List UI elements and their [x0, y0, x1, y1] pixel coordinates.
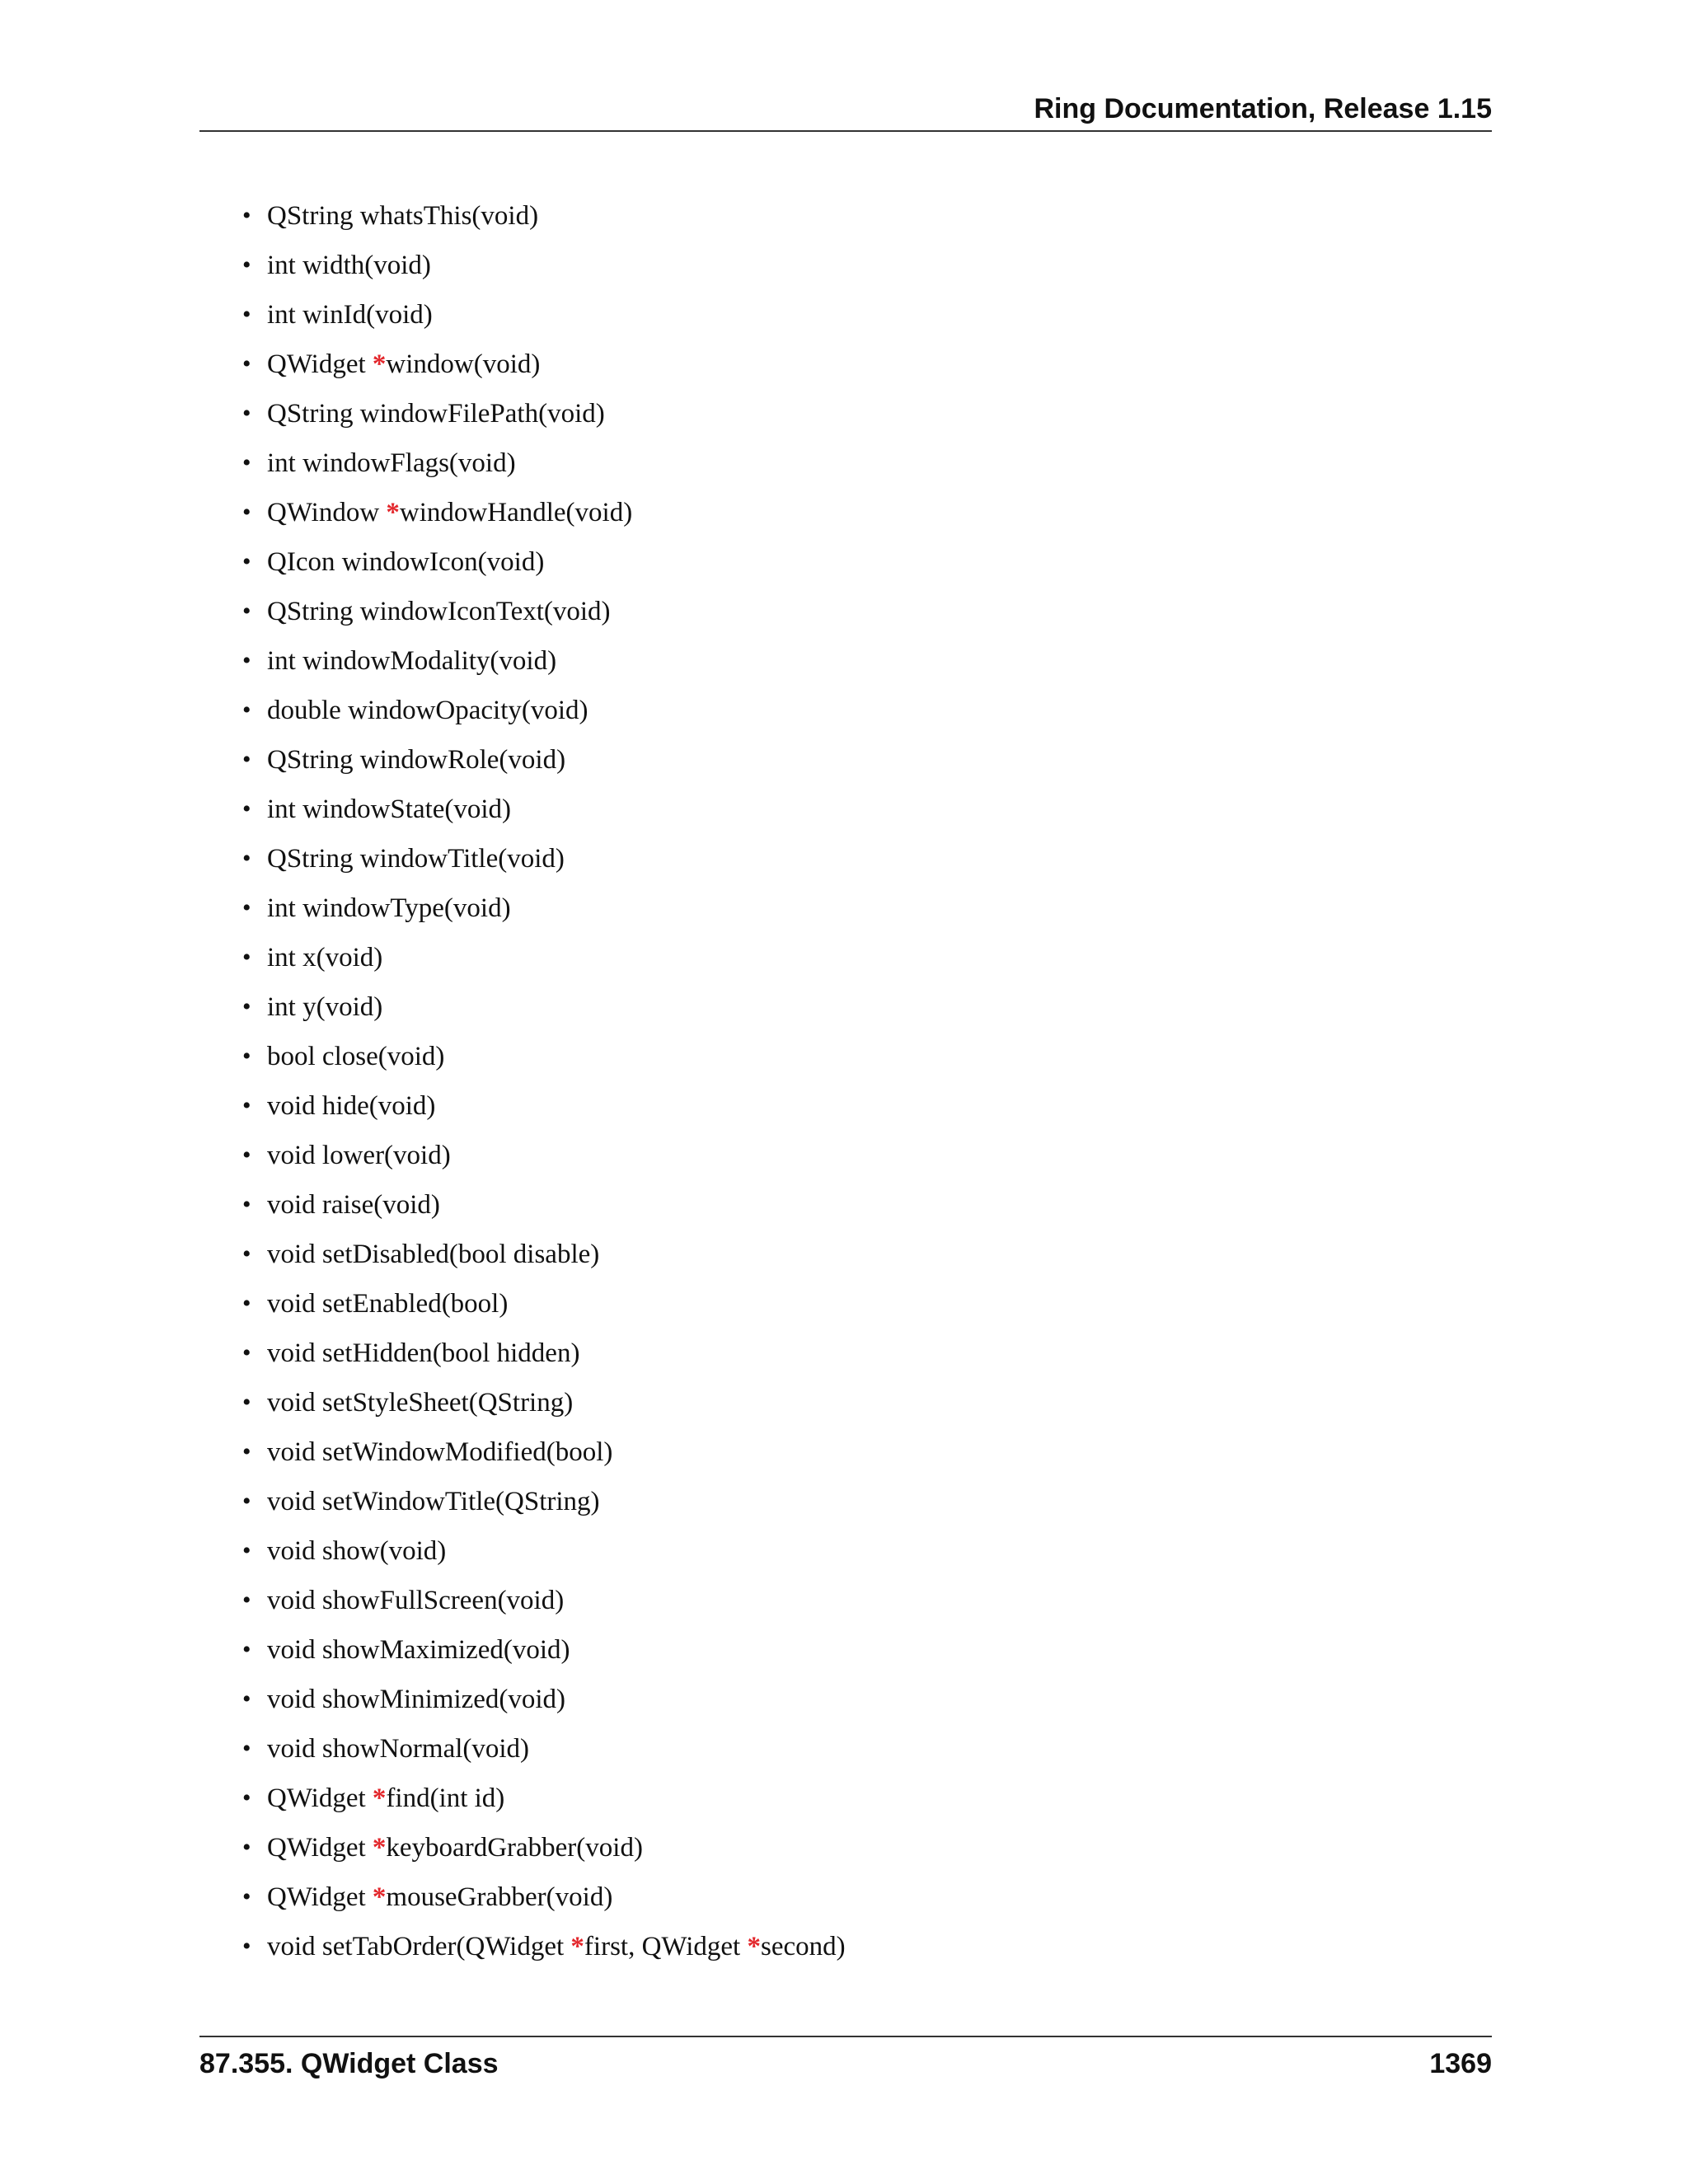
- list-item: [242, 1680, 846, 1729]
- method-signature-text: QIcon windowIcon(void): [267, 547, 545, 577]
- method-signature-text: int y(void): [267, 992, 383, 1022]
- bullet-icon: •: [242, 1290, 251, 1317]
- bullet-icon: •: [242, 1092, 251, 1119]
- method-signature-text: int windowType(void): [267, 893, 511, 923]
- method-signature-text: void showMinimized(void): [267, 1685, 566, 1714]
- method-signature-text: windowHandle(void): [399, 498, 633, 527]
- list-item: [242, 1333, 846, 1383]
- method-signature-text: QWidget: [267, 349, 373, 379]
- list-item: [242, 740, 846, 790]
- bullet-icon: •: [242, 499, 251, 526]
- bullet-icon: •: [242, 301, 251, 328]
- list-item: [242, 295, 846, 344]
- document-title: Ring Documentation, Release 1.15: [1034, 93, 1492, 124]
- method-signature-text: int windowFlags(void): [267, 448, 516, 478]
- list-item: [242, 1927, 846, 1976]
- method-signature-text: first, QWidget: [584, 1932, 748, 1961]
- bullet-icon: •: [242, 548, 251, 575]
- method-signature-text: QWidget: [267, 1833, 373, 1863]
- list-item: [242, 1482, 846, 1531]
- page-footer: [199, 2036, 1492, 2079]
- pointer-asterisk: *: [372, 1882, 387, 1912]
- pointer-asterisk: *: [372, 1783, 387, 1813]
- bullet-icon: •: [242, 1191, 251, 1218]
- bullet-icon: •: [242, 1141, 251, 1169]
- bullet-icon: •: [242, 350, 251, 377]
- list-item: [242, 1828, 846, 1877]
- method-signature-text: int winId(void): [267, 300, 433, 330]
- list-item: [242, 1581, 846, 1630]
- list-item: [242, 394, 846, 443]
- list-item: [242, 443, 846, 493]
- list-item: [242, 196, 846, 246]
- bullet-icon: •: [242, 202, 251, 229]
- method-signature-text: void show(void): [267, 1536, 447, 1566]
- bullet-icon: •: [242, 845, 251, 872]
- method-signature-text: void setStyleSheet(QString): [267, 1388, 574, 1418]
- list-item: [242, 493, 846, 542]
- bullet-icon: •: [242, 1636, 251, 1663]
- bullet-icon: •: [242, 598, 251, 625]
- bullet-icon: •: [242, 251, 251, 279]
- method-signature-text: void setDisabled(bool disable): [267, 1240, 600, 1269]
- bullet-icon: •: [242, 449, 251, 476]
- list-item: [242, 938, 846, 987]
- method-signature-text: void raise(void): [267, 1190, 440, 1220]
- bullet-icon: •: [242, 1586, 251, 1614]
- list-item: [242, 1136, 846, 1185]
- list-item: [242, 1432, 846, 1482]
- method-signature-text: double windowOpacity(void): [267, 696, 588, 725]
- bullet-icon: •: [242, 1537, 251, 1564]
- bullet-icon: •: [242, 894, 251, 921]
- pointer-asterisk: *: [372, 1833, 387, 1863]
- list-item: [242, 1185, 846, 1235]
- method-signature-text: QWidget: [267, 1882, 373, 1912]
- list-item: [242, 1037, 846, 1086]
- list-item: [242, 1630, 846, 1680]
- list-item: [242, 246, 846, 295]
- bullet-icon: •: [242, 993, 251, 1020]
- method-signature-text: void lower(void): [267, 1141, 451, 1170]
- list-item: [242, 1877, 846, 1927]
- list-item: [242, 691, 846, 740]
- method-signature-text: void setEnabled(bool): [267, 1289, 509, 1319]
- bullet-icon: •: [242, 1488, 251, 1515]
- list-item: [242, 1235, 846, 1284]
- bullet-icon: •: [242, 746, 251, 773]
- bullet-icon: •: [242, 696, 251, 724]
- section-title: 87.355. QWidget Class: [199, 2048, 499, 2079]
- bullet-icon: •: [242, 1933, 251, 1960]
- method-signature-text: void setHidden(bool hidden): [267, 1338, 580, 1368]
- bullet-icon: •: [242, 1685, 251, 1713]
- method-signature-text: QString windowTitle(void): [267, 844, 565, 874]
- list-item: [242, 790, 846, 839]
- method-signature-text: void showNormal(void): [267, 1734, 530, 1764]
- bullet-icon: •: [242, 1339, 251, 1366]
- bullet-icon: •: [242, 1883, 251, 1910]
- method-signature-text: QWidget: [267, 1783, 373, 1813]
- list-item: [242, 1531, 846, 1581]
- bullet-icon: •: [242, 400, 251, 427]
- method-list: [242, 196, 846, 1976]
- method-signature-text: second): [760, 1932, 846, 1961]
- method-signature-text: bool close(void): [267, 1042, 445, 1071]
- method-signature-text: QString windowFilePath(void): [267, 399, 605, 429]
- bullet-icon: •: [242, 944, 251, 971]
- method-signature-text: void setWindowTitle(QString): [267, 1487, 600, 1516]
- list-item: [242, 1086, 846, 1136]
- method-signature-text: QString windowIconText(void): [267, 597, 611, 626]
- method-signature-text: void hide(void): [267, 1091, 436, 1121]
- bullet-icon: •: [242, 647, 251, 674]
- list-item: [242, 592, 846, 641]
- method-signature-text: QString whatsThis(void): [267, 201, 539, 231]
- method-signature-text: mouseGrabber(void): [386, 1882, 613, 1912]
- list-item: [242, 987, 846, 1037]
- bullet-icon: •: [242, 1834, 251, 1861]
- list-item: [242, 888, 846, 938]
- bullet-icon: •: [242, 1438, 251, 1465]
- list-item: [242, 542, 846, 592]
- method-signature-text: void showMaximized(void): [267, 1635, 570, 1665]
- method-signature-text: int windowModality(void): [267, 646, 557, 676]
- bullet-icon: •: [242, 1043, 251, 1070]
- method-signature-text: QString windowRole(void): [267, 745, 566, 775]
- method-signature-text: int x(void): [267, 943, 383, 972]
- method-signature-text: keyboardGrabber(void): [386, 1833, 643, 1863]
- method-signature-text: int windowState(void): [267, 794, 512, 824]
- list-item: [242, 344, 846, 394]
- list-item: [242, 1284, 846, 1333]
- list-item: [242, 1729, 846, 1779]
- bullet-icon: •: [242, 1735, 251, 1762]
- pointer-asterisk: *: [570, 1932, 584, 1961]
- method-signature-text: void setWindowModified(bool): [267, 1437, 613, 1467]
- page-header: [199, 92, 1492, 132]
- method-signature-text: find(int id): [386, 1783, 505, 1813]
- list-item: [242, 839, 846, 888]
- bullet-icon: •: [242, 1240, 251, 1268]
- method-signature-text: void showFullScreen(void): [267, 1586, 565, 1615]
- method-signature-text: int width(void): [267, 251, 431, 280]
- pointer-asterisk: *: [372, 349, 387, 379]
- bullet-icon: •: [242, 1784, 251, 1811]
- list-item: [242, 641, 846, 691]
- pointer-asterisk: *: [747, 1932, 761, 1961]
- page-number: 1369: [1429, 2048, 1492, 2079]
- method-signature-text: void setTabOrder(QWidget: [267, 1932, 571, 1961]
- method-signature-text: window(void): [386, 349, 541, 379]
- list-item: [242, 1383, 846, 1432]
- method-signature-text: QWindow: [267, 498, 387, 527]
- bullet-icon: •: [242, 795, 251, 823]
- list-item: [242, 1779, 846, 1828]
- pointer-asterisk: *: [386, 498, 400, 527]
- bullet-icon: •: [242, 1389, 251, 1416]
